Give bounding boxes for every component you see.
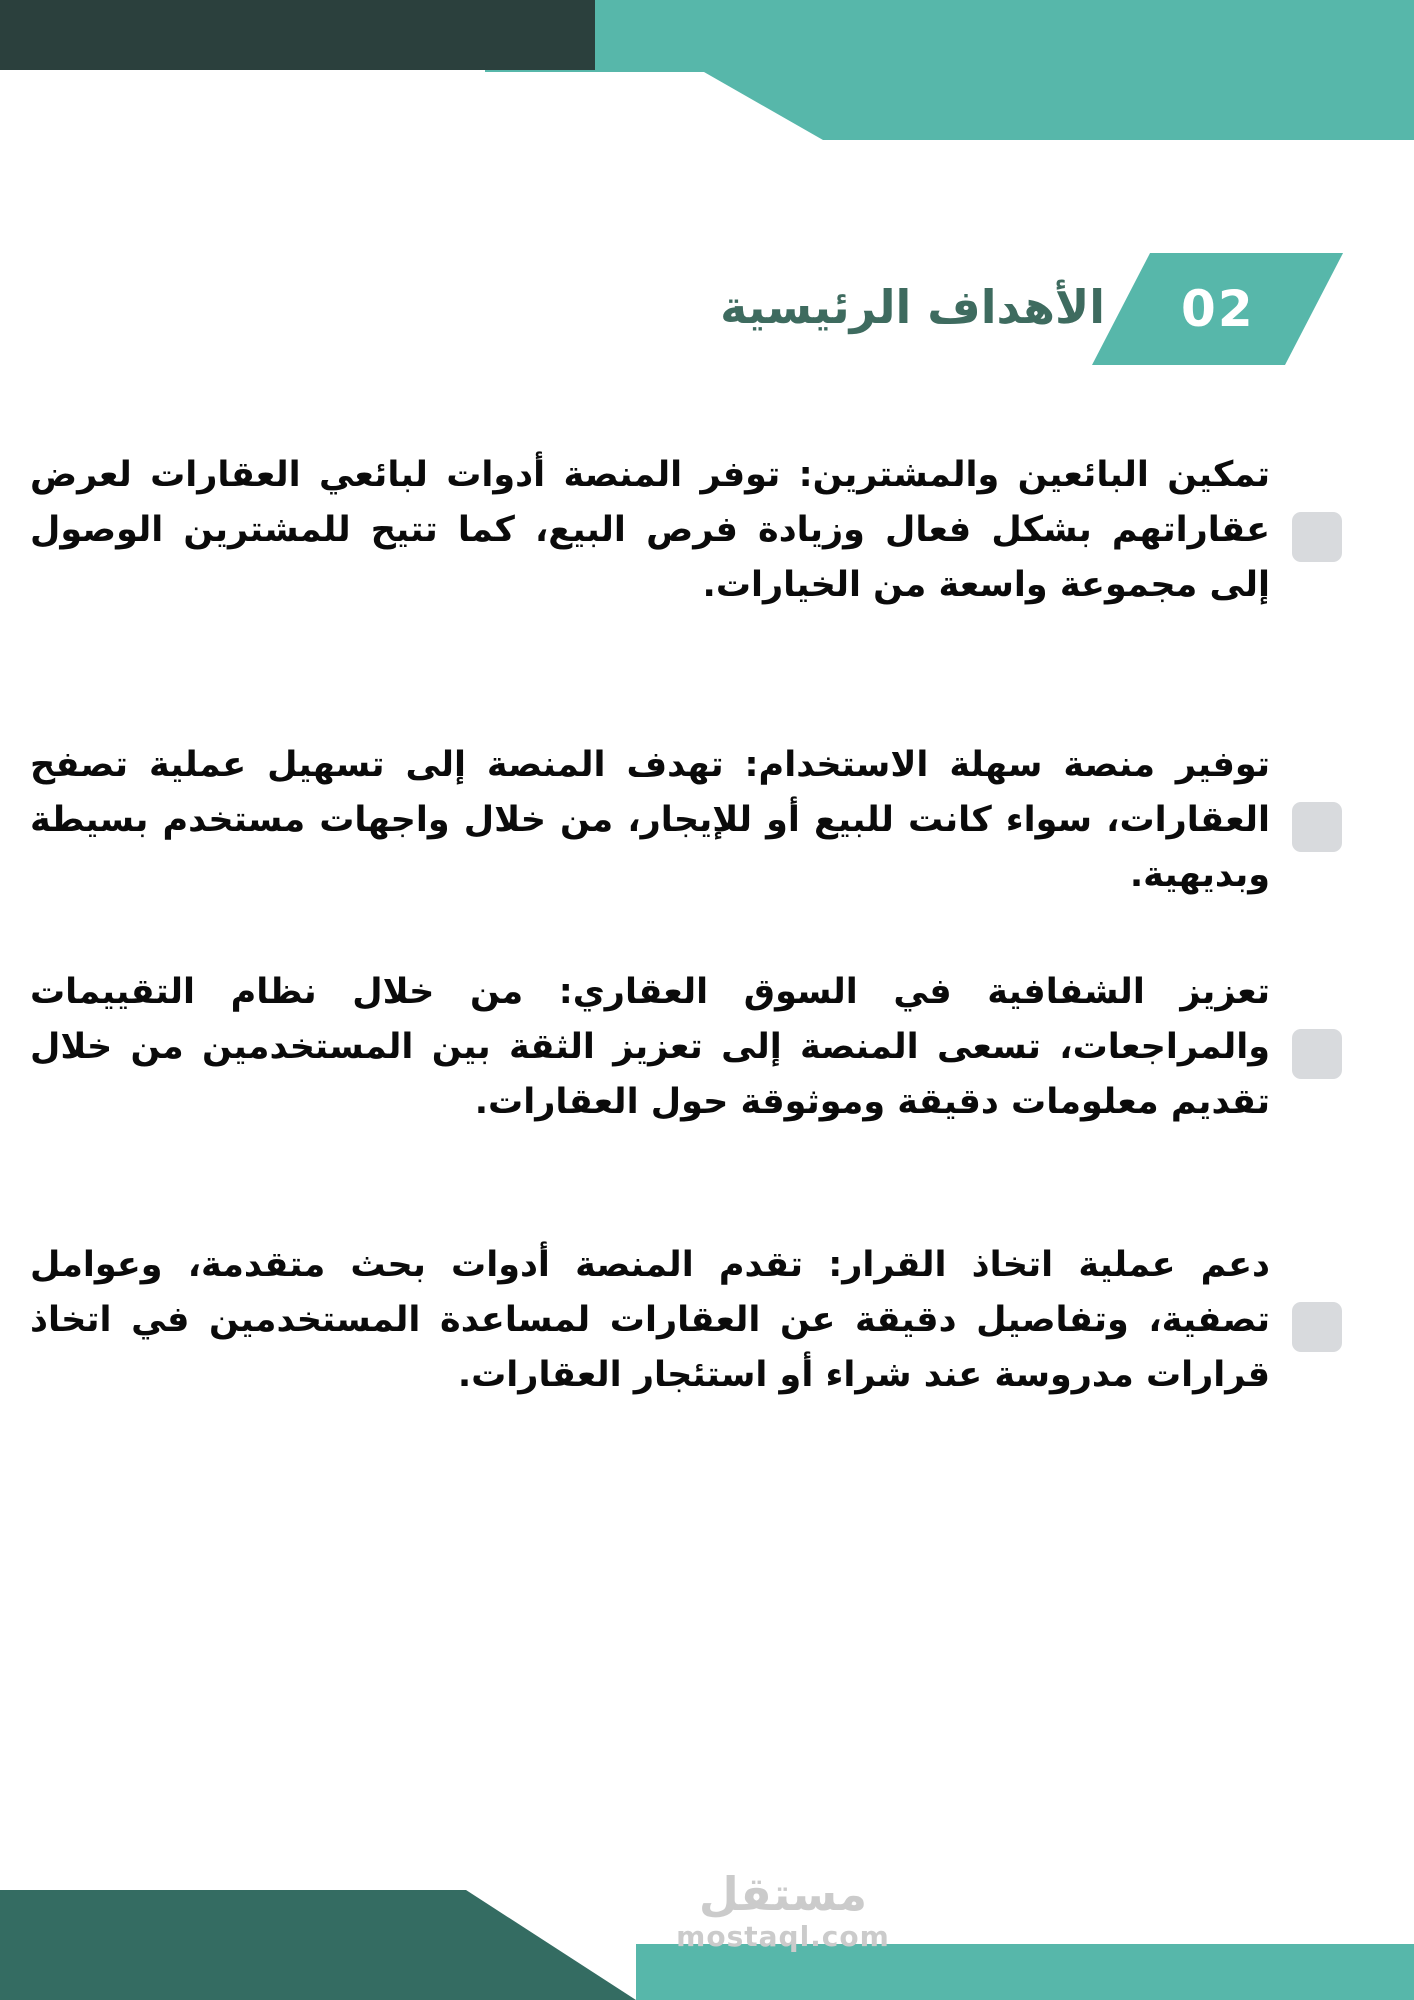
watermark-domain-text: mostaql.com (676, 1920, 890, 1953)
bottom-left-shape (0, 1890, 636, 2000)
objective-item (0, 448, 1414, 613)
top-left-bar (0, 0, 595, 70)
bullet-marker (1292, 802, 1342, 852)
bullet-marker (1292, 512, 1342, 562)
bullet-marker (1292, 1302, 1342, 1352)
objective-item (0, 965, 1414, 1130)
objective-text: تعزيز الشفافية في السوق العقاري: من خلال نظام التقييمات والمراجعات، تسعى المنصة إلى تعزيز الثقة بين المستخدمين من خلال تقديم معلومات دقيقة وموثوقة حول العقارات. (30, 972, 1270, 1122)
objective-item (0, 738, 1414, 903)
section-number-badge (1092, 253, 1343, 365)
watermark (668, 1868, 898, 1954)
watermark-logo-text: مستقل (698, 1867, 868, 1921)
bullet-marker (1292, 1029, 1342, 1079)
objective-item (0, 1238, 1414, 1403)
objective-text: توفير منصة سهلة الاستخدام: تهدف المنصة إلى تسهيل عملية تصفح العقارات، سواء كانت للبيع أو للإيجار، من خلال واجهات مستخدم بسيطة وبديهية. (30, 745, 1270, 895)
page-title: الأهداف الرئيسية (720, 280, 1105, 334)
objective-text: دعم عملية اتخاذ القرار: تقدم المنصة أدوات بحث متقدمة، وعوامل تصفية، وتفاصيل دقيقة عن العقارات لمساعدة المستخدمين في اتخاذ قرارات مدروسة عند شراء أو استئجار العقارات. (30, 1245, 1270, 1395)
objective-text: تمكين البائعين والمشترين: توفر المنصة أدوات لبائعي العقارات لعرض عقاراتهم بشكل فعال وزيادة فرص البيع، كما تتيح للمشترين الوصول إلى مجموعة واسعة من الخيارات. (30, 455, 1270, 605)
section-number: 02 (1180, 280, 1255, 338)
